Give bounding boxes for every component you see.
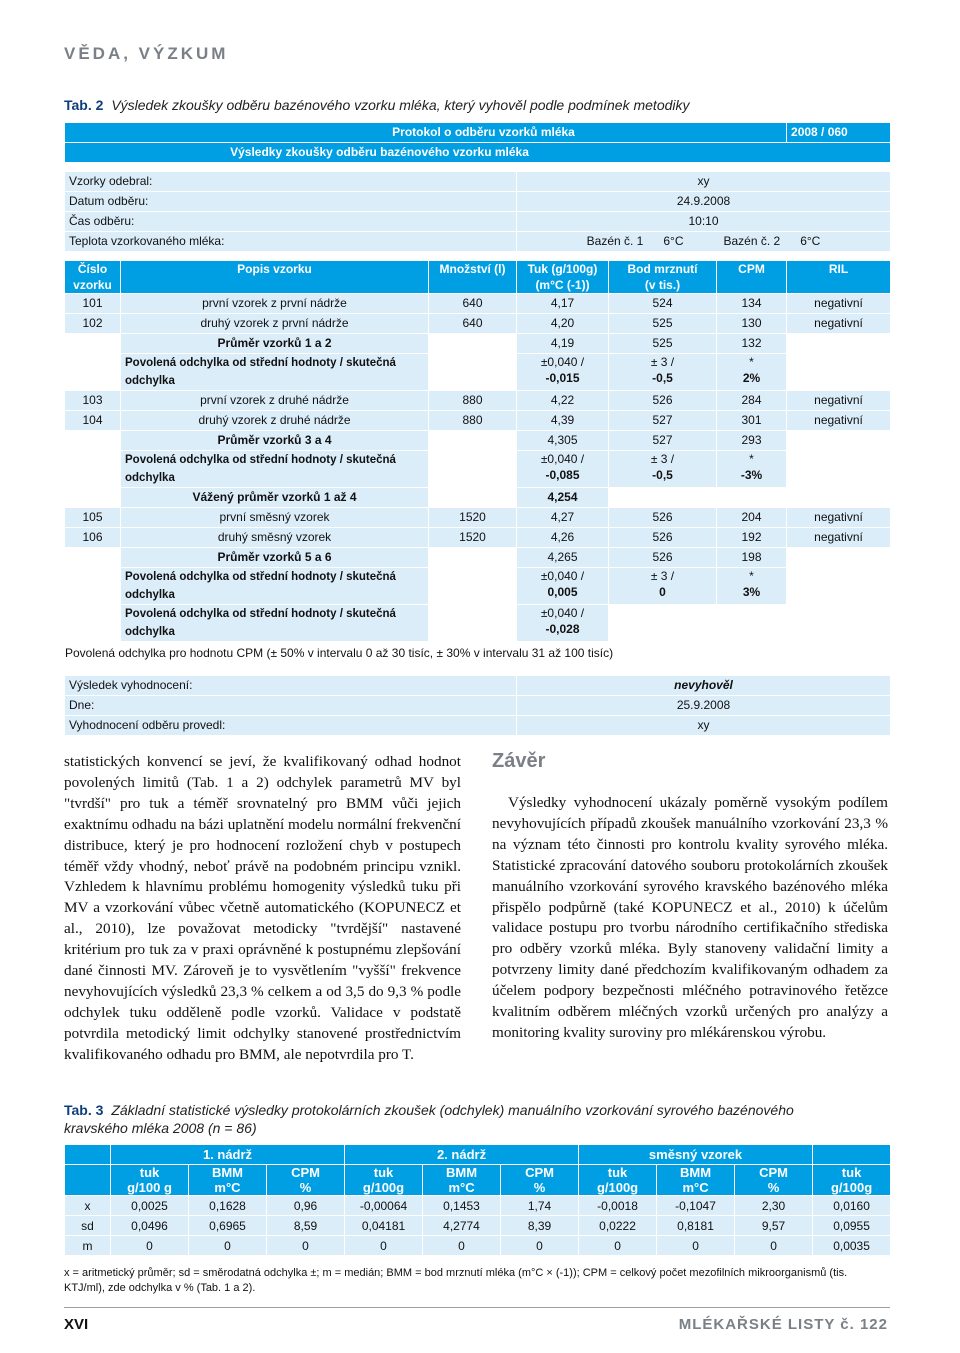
result-value: 25.9.2008 bbox=[517, 696, 891, 716]
sample-description: Povolená odchylka od střední hodnoty / skutečná odchylka bbox=[121, 568, 429, 605]
sample-quantity: 880 bbox=[429, 391, 517, 411]
sample-quantity bbox=[429, 451, 517, 488]
result-label: Dne: bbox=[65, 696, 517, 716]
stat-value: 0 bbox=[267, 1236, 345, 1256]
cpm-deviation bbox=[717, 605, 787, 642]
group-header: směsný vzorek bbox=[579, 1145, 813, 1165]
info-row bbox=[65, 192, 891, 212]
table3-caption bbox=[64, 1101, 854, 1137]
cpm-value: 293 bbox=[717, 431, 787, 451]
table3-label: Tab. 3 bbox=[64, 1102, 104, 1118]
cpm-deviation-allowed: * bbox=[749, 355, 754, 369]
subheader-name: tuk bbox=[841, 1165, 862, 1180]
fat-deviation-allowed: ±0,040 / bbox=[540, 569, 585, 583]
sample-number bbox=[65, 548, 121, 568]
stat-value: 0 bbox=[111, 1236, 189, 1256]
fat-value: 4,26 bbox=[517, 528, 609, 548]
column-quantity bbox=[429, 261, 517, 294]
sample-number: 103 bbox=[65, 391, 121, 411]
column-cpm bbox=[717, 261, 787, 294]
page-number: XVI bbox=[64, 1316, 89, 1333]
subheader-unit: m°C bbox=[448, 1180, 475, 1195]
fat-deviation-allowed: ±0,040 / bbox=[540, 452, 585, 466]
body-paragraph-left: statistických konvencí se jeví, že kvalifikovaný odhad hodnot povolených limitů (Tab. 1 a 2) odchylek parametrů MV byl "tvrdší" pro tuk a téměř srovnatelný pro BMM vůči jejich exaktnímu odhadu na bázi uplatnění modelu normální frekvenční distribuce, který je pro hodnocení rozložení chyb v postupech téměř vždy vhodný, neboť právě na podobném principu vznikl. Vzhledem k hlavnímu problému homogenity výsledků tuku při MV a vzorkování vůbec včetně automatického (KOPUNECZ et al., 2010), lze považovat metodicky "tvrdější" nastavené kritérium pro tuk za v praxi oprávněné k postupnému zlepšování dané činnosti MV. Zároveň je to vysvětlením "vyšší" frekvence nevyhovujících výsledků 23,3 % celkem a od 3,5 do 9,3 % podle odchylek tuku odděleně podle vzorků. Validace v podstatě potvrdila metodický limit odchylky stanovené prostřednictvím kvalifikovaného odhadu pro BMM, ale nepotvrdila pro T. bbox=[64, 753, 461, 1063]
stat-value: 1,74 bbox=[501, 1196, 579, 1216]
sample-number bbox=[65, 488, 121, 508]
sample-quantity bbox=[429, 334, 517, 354]
ril-value: negativní bbox=[787, 294, 891, 314]
corner-cell bbox=[65, 1165, 111, 1196]
subheader bbox=[579, 1165, 657, 1196]
freezing-deviation-actual: -0,5 bbox=[652, 468, 673, 482]
stat-value: 0,0025 bbox=[111, 1196, 189, 1216]
table-row bbox=[65, 605, 891, 642]
info-value: 24.9.2008 bbox=[517, 192, 891, 212]
column-description bbox=[121, 261, 429, 294]
cpm-value bbox=[717, 488, 787, 508]
stat-value: 2,30 bbox=[735, 1196, 813, 1216]
sample-quantity bbox=[429, 488, 517, 508]
stat-value: 0 bbox=[423, 1236, 501, 1256]
ril-value bbox=[787, 431, 891, 451]
subheader bbox=[735, 1165, 813, 1196]
subheader-unit: g/100 g bbox=[127, 1180, 172, 1195]
conclusion-text bbox=[492, 793, 888, 1044]
info-label: Datum odběru: bbox=[65, 192, 517, 212]
subheader-name: CPM bbox=[759, 1165, 788, 1180]
sample-description: Průměr vzorků 5 a 6 bbox=[121, 548, 429, 568]
ril-value bbox=[787, 334, 891, 354]
sample-quantity bbox=[429, 568, 517, 605]
column-label: Tuk (g/100g) bbox=[527, 262, 598, 276]
info-row bbox=[65, 212, 891, 232]
fat-deviation bbox=[517, 354, 609, 391]
protocol-number: 2008 / 060 bbox=[787, 123, 891, 143]
column-fat bbox=[517, 261, 609, 294]
journal-name: MLÉKAŘSKÉ LISTY č. 122 bbox=[678, 1316, 888, 1333]
subheader bbox=[423, 1165, 501, 1196]
freezing-deviation-allowed: ± 3 / bbox=[650, 452, 675, 466]
fat-value: 4,265 bbox=[517, 548, 609, 568]
sample-description: druhý vzorek z první nádrže bbox=[121, 314, 429, 334]
subheader-unit: g/100g bbox=[596, 1180, 639, 1195]
sample-number: 101 bbox=[65, 294, 121, 314]
ril-value: negativní bbox=[787, 411, 891, 431]
fat-deviation bbox=[517, 605, 609, 642]
stat-row bbox=[65, 1196, 891, 1216]
subheader-unit: % bbox=[767, 1180, 780, 1195]
freezing-point-value: 525 bbox=[609, 314, 717, 334]
cpm-value: 198 bbox=[717, 548, 787, 568]
stat-value: 0,0222 bbox=[579, 1216, 657, 1236]
cpm-value: 284 bbox=[717, 391, 787, 411]
cpm-deviation-allowed: * bbox=[749, 569, 754, 583]
fat-deviation-allowed: ±0,040 / bbox=[540, 606, 585, 620]
sample-description: Povolená odchylka od střední hodnoty / skutečná odchylka bbox=[121, 451, 429, 488]
info-value: Bazén č. 1 6°C Bazén č. 2 6°C bbox=[517, 232, 891, 252]
protocol-subtitle: Výsledky zkoušky odběru bazénového vzorku mléka bbox=[65, 143, 891, 163]
fat-value: 4,19 bbox=[517, 334, 609, 354]
fat-deviation-actual: 0,005 bbox=[547, 585, 578, 599]
table-row bbox=[65, 568, 891, 605]
subheader bbox=[501, 1165, 579, 1196]
subheader-name: BMM bbox=[680, 1165, 712, 1180]
stat-value: 0,0496 bbox=[111, 1216, 189, 1236]
ril-cell bbox=[787, 605, 891, 642]
sample-number bbox=[65, 354, 121, 391]
stat-value: 0,96 bbox=[267, 1196, 345, 1216]
stat-value: 9,57 bbox=[735, 1216, 813, 1236]
subheader bbox=[111, 1165, 189, 1196]
stat-value: -0,0018 bbox=[579, 1196, 657, 1216]
subheader bbox=[345, 1165, 423, 1196]
sample-description: první vzorek z první nádrže bbox=[121, 294, 429, 314]
corner-cell bbox=[65, 1145, 111, 1165]
stat-label: sd bbox=[65, 1216, 111, 1236]
freezing-point-value: 527 bbox=[609, 411, 717, 431]
cpm-deviation-allowed: * bbox=[749, 452, 754, 466]
column-ril bbox=[787, 261, 891, 294]
sample-description: Průměr vzorků 1 a 2 bbox=[121, 334, 429, 354]
column-label: CPM bbox=[738, 262, 765, 276]
cpm-deviation-actual: 2% bbox=[742, 371, 761, 385]
stat-value: 8,59 bbox=[267, 1216, 345, 1236]
stat-label: x bbox=[65, 1196, 111, 1216]
stat-value: -0,00064 bbox=[345, 1196, 423, 1216]
info-value: xy bbox=[517, 172, 891, 192]
table-row bbox=[65, 548, 891, 568]
table3-footnote: x = aritmetický průměr; sd = směrodatná odchylka ±; m = medián; BMM = bod mrznutí mléka (m°C × (-1)); CPM = celkový počet mezofilních mikroorganismů (tis. KTJ/ml), zde odchylka v % (Tab. 1 a 2). bbox=[64, 1267, 848, 1294]
table-row bbox=[65, 334, 891, 354]
stat-value: 0,1628 bbox=[189, 1196, 267, 1216]
info-label: Vzorky odebral: bbox=[65, 172, 517, 192]
stat-value: 4,2774 bbox=[423, 1216, 501, 1236]
fat-value: 4,305 bbox=[517, 431, 609, 451]
sample-quantity: 640 bbox=[429, 294, 517, 314]
sample-number: 104 bbox=[65, 411, 121, 431]
fat-value: 4,27 bbox=[517, 508, 609, 528]
fat-deviation bbox=[517, 451, 609, 488]
stat-value: -0,1047 bbox=[657, 1196, 735, 1216]
ril-value: negativní bbox=[787, 528, 891, 548]
table-row bbox=[65, 488, 891, 508]
group-header: 2. nádrž bbox=[345, 1145, 579, 1165]
column-label: (m°C (-1)) bbox=[535, 278, 590, 292]
stat-value: 0,0160 bbox=[813, 1196, 891, 1216]
subheader-unit: % bbox=[299, 1180, 312, 1195]
fat-value: 4,22 bbox=[517, 391, 609, 411]
subheader-name: CPM bbox=[291, 1165, 320, 1180]
group-header-empty bbox=[813, 1145, 891, 1165]
conclusion-paragraph: Výsledky vyhodnocení ukázaly poměrně vysokým podílem nevyhovujících případů zkoušek manuálního vzorkování 23,3 % na význam této činnosti pro kontrolu kvality syrového mléka. Statistické zpracování datového souboru protokolárních zkoušek manuálního vzorkování syrového kravského bazénového mléka přispělo podpůrně (také KOPUNECZ et al., 2010) k účelům validace postupu pro tvorbu národního certifikačního střediska pro odběry vzorků mléka. Byly stanoveny validační limity a potvrzeny limity dané předchozím kvalifikovaným odhadem za účelem podpory bezpečnosti mléčného potravinového řetězce kvalitním odběrem mléčných vzorků určených pro analýzy a monitoring kvality suroviny pro mlékárenskou výrobu. bbox=[492, 794, 888, 1041]
ril-cell bbox=[787, 568, 891, 605]
ril-value bbox=[787, 488, 891, 508]
stat-value: 8,39 bbox=[501, 1216, 579, 1236]
sample-quantity: 880 bbox=[429, 411, 517, 431]
cpm-deviation bbox=[717, 354, 787, 391]
table-row bbox=[65, 411, 891, 431]
sample-description: Vážený průměr vzorků 1 až 4 bbox=[121, 488, 429, 508]
subheader bbox=[813, 1165, 891, 1196]
group-header: 1. nádrž bbox=[111, 1145, 345, 1165]
sample-description: první směsný vzorek bbox=[121, 508, 429, 528]
table-row bbox=[65, 528, 891, 548]
ril-value: negativní bbox=[787, 391, 891, 411]
freezing-deviation-actual: -0,5 bbox=[652, 371, 673, 385]
freezing-deviation bbox=[609, 605, 717, 642]
stat-value: 0 bbox=[579, 1236, 657, 1256]
sample-number: 102 bbox=[65, 314, 121, 334]
sample-quantity: 1520 bbox=[429, 528, 517, 548]
freezing-point-value: 526 bbox=[609, 548, 717, 568]
sample-number bbox=[65, 568, 121, 605]
cpm-value: 130 bbox=[717, 314, 787, 334]
subheader-unit: g/100g bbox=[830, 1180, 873, 1195]
freezing-point-value: 527 bbox=[609, 431, 717, 451]
stat-row bbox=[65, 1236, 891, 1256]
ril-value: negativní bbox=[787, 508, 891, 528]
table2-caption-text: Výsledek zkoušky odběru bazénového vzorku mléka, který vyhověl podle podmínek metodiky bbox=[111, 97, 690, 113]
freezing-point-value: 526 bbox=[609, 528, 717, 548]
sample-number bbox=[65, 431, 121, 451]
sample-quantity: 640 bbox=[429, 314, 517, 334]
freezing-deviation-allowed: ± 3 / bbox=[650, 355, 675, 369]
info-row bbox=[65, 232, 891, 252]
result-label: Výsledek vyhodnocení: bbox=[65, 676, 517, 696]
info-value: 10:10 bbox=[517, 212, 891, 232]
table-row bbox=[65, 391, 891, 411]
freezing-deviation bbox=[609, 568, 717, 605]
cpm-value: 192 bbox=[717, 528, 787, 548]
freezing-point-value: 526 bbox=[609, 391, 717, 411]
ril-value bbox=[787, 548, 891, 568]
sample-quantity bbox=[429, 548, 517, 568]
sample-number bbox=[65, 334, 121, 354]
subheader bbox=[657, 1165, 735, 1196]
result-label: Vyhodnocení odběru provedl: bbox=[65, 716, 517, 736]
table-row bbox=[65, 314, 891, 334]
stat-value: 0,0035 bbox=[813, 1236, 891, 1256]
subheader-unit: m°C bbox=[214, 1180, 241, 1195]
column-label: Číslo vzorku bbox=[73, 262, 112, 292]
cpm-deviation bbox=[717, 568, 787, 605]
stat-value: 0,6965 bbox=[189, 1216, 267, 1236]
freezing-deviation bbox=[609, 451, 717, 488]
fat-value: 4,39 bbox=[517, 411, 609, 431]
subheader-name: tuk bbox=[607, 1165, 628, 1180]
ril-cell bbox=[787, 354, 891, 391]
protocol-title: Protokol o odběru vzorků mléka bbox=[65, 123, 787, 143]
stat-value: 0,04181 bbox=[345, 1216, 423, 1236]
table2-label: Tab. 2 bbox=[64, 97, 104, 113]
table2-caption bbox=[64, 97, 690, 113]
freezing-deviation bbox=[609, 354, 717, 391]
cpm-value: 134 bbox=[717, 294, 787, 314]
column-freezing-point bbox=[609, 261, 717, 294]
sample-description: Povolená odchylka od střední hodnoty / skutečná odchylka bbox=[121, 354, 429, 391]
freezing-point-value: 525 bbox=[609, 334, 717, 354]
ril-cell bbox=[787, 451, 891, 488]
table3 bbox=[64, 1144, 891, 1256]
stat-label: m bbox=[65, 1236, 111, 1256]
sample-quantity: 1520 bbox=[429, 508, 517, 528]
fat-deviation-allowed: ±0,040 / bbox=[540, 355, 585, 369]
cpm-deviation-actual: -3% bbox=[740, 468, 763, 482]
stat-value: 0 bbox=[735, 1236, 813, 1256]
result-value: xy bbox=[517, 716, 891, 736]
subheader bbox=[189, 1165, 267, 1196]
stat-value: 0 bbox=[501, 1236, 579, 1256]
table-row bbox=[65, 451, 891, 488]
stat-value: 0 bbox=[345, 1236, 423, 1256]
sample-description: Povolená odchylka od střední hodnoty / skutečná odchylka bbox=[121, 605, 429, 642]
sample-number bbox=[65, 451, 121, 488]
subheader-name: BMM bbox=[211, 1165, 244, 1180]
cpm-value: 301 bbox=[717, 411, 787, 431]
sample-description: druhý vzorek z druhé nádrže bbox=[121, 411, 429, 431]
stat-value: 0 bbox=[189, 1236, 267, 1256]
fat-value: 4,17 bbox=[517, 294, 609, 314]
table-row bbox=[65, 294, 891, 314]
body-text-left bbox=[64, 752, 461, 1066]
fat-deviation-actual: -0,015 bbox=[545, 371, 580, 385]
freezing-point-value: 526 bbox=[609, 508, 717, 528]
freezing-deviation-actual: 0 bbox=[659, 585, 666, 599]
sample-number: 106 bbox=[65, 528, 121, 548]
sample-quantity bbox=[429, 605, 517, 642]
table-row bbox=[65, 431, 891, 451]
cpm-deviation-actual: 3% bbox=[742, 585, 761, 599]
column-label: Množství (l) bbox=[439, 262, 506, 276]
subheader bbox=[267, 1165, 345, 1196]
cpm-deviation bbox=[717, 451, 787, 488]
stat-row bbox=[65, 1216, 891, 1236]
column-label: RIL bbox=[828, 262, 849, 276]
subheader-unit: g/100g bbox=[362, 1180, 405, 1195]
table-row bbox=[65, 354, 891, 391]
fat-deviation-actual: -0,085 bbox=[545, 468, 580, 482]
footer-divider bbox=[64, 1307, 890, 1308]
freezing-deviation-allowed: ± 3 / bbox=[650, 569, 675, 583]
subheader-unit: % bbox=[533, 1180, 546, 1195]
subheader-name: BMM bbox=[445, 1165, 478, 1180]
table2 bbox=[64, 122, 891, 736]
ril-value: negativní bbox=[787, 314, 891, 334]
info-label: Teplota vzorkovaného mléka: bbox=[65, 232, 517, 252]
table-row bbox=[65, 508, 891, 528]
fat-value: 4,20 bbox=[517, 314, 609, 334]
column-label: Popis vzorku bbox=[237, 262, 312, 276]
fat-value: 4,254 bbox=[517, 488, 609, 508]
section-header: VĚDA, VÝZKUM bbox=[64, 44, 229, 63]
sample-quantity bbox=[429, 431, 517, 451]
stat-value: 0,1453 bbox=[423, 1196, 501, 1216]
column-label: (v tis.) bbox=[644, 278, 681, 292]
subheader-unit: m°C bbox=[682, 1180, 709, 1195]
sample-description: Průměr vzorků 3 a 4 bbox=[121, 431, 429, 451]
cpm-value: 204 bbox=[717, 508, 787, 528]
cpm-value: 132 bbox=[717, 334, 787, 354]
sample-description: první vzorek z druhé nádrže bbox=[121, 391, 429, 411]
stat-value: 0 bbox=[657, 1236, 735, 1256]
cpm-note: Povolená odchylka pro hodnotu CPM (± 50% v intervalu 0 až 30 tisíc, ± 30% v intervalu 31 až 100 tisíc) bbox=[65, 642, 891, 669]
column-number bbox=[65, 261, 121, 294]
subheader-name: tuk bbox=[373, 1165, 394, 1180]
conclusion-heading: Závěr bbox=[492, 750, 546, 772]
table3-caption-text: Základní statistické výsledky protokolárních zkoušek (odchylek) manuálního vzorkování syrového bazénového kravského mléka 2008 (n = 86) bbox=[64, 1102, 794, 1136]
freezing-point-value bbox=[609, 488, 717, 508]
fat-deviation-actual: -0,028 bbox=[545, 622, 580, 636]
stat-value: 0,8181 bbox=[657, 1216, 735, 1236]
sample-number: 105 bbox=[65, 508, 121, 528]
column-label: Bod mrznutí bbox=[627, 262, 698, 276]
freezing-point-value: 524 bbox=[609, 294, 717, 314]
subheader-name: tuk bbox=[139, 1165, 160, 1180]
result-value: nevyhověl bbox=[517, 676, 891, 696]
stat-value: 0,0955 bbox=[813, 1216, 891, 1236]
fat-deviation bbox=[517, 568, 609, 605]
sample-number bbox=[65, 605, 121, 642]
info-row bbox=[65, 172, 891, 192]
sample-quantity bbox=[429, 354, 517, 391]
sample-description: druhý směsný vzorek bbox=[121, 528, 429, 548]
info-label: Čas odběru: bbox=[65, 212, 517, 232]
subheader-name: CPM bbox=[525, 1165, 554, 1180]
